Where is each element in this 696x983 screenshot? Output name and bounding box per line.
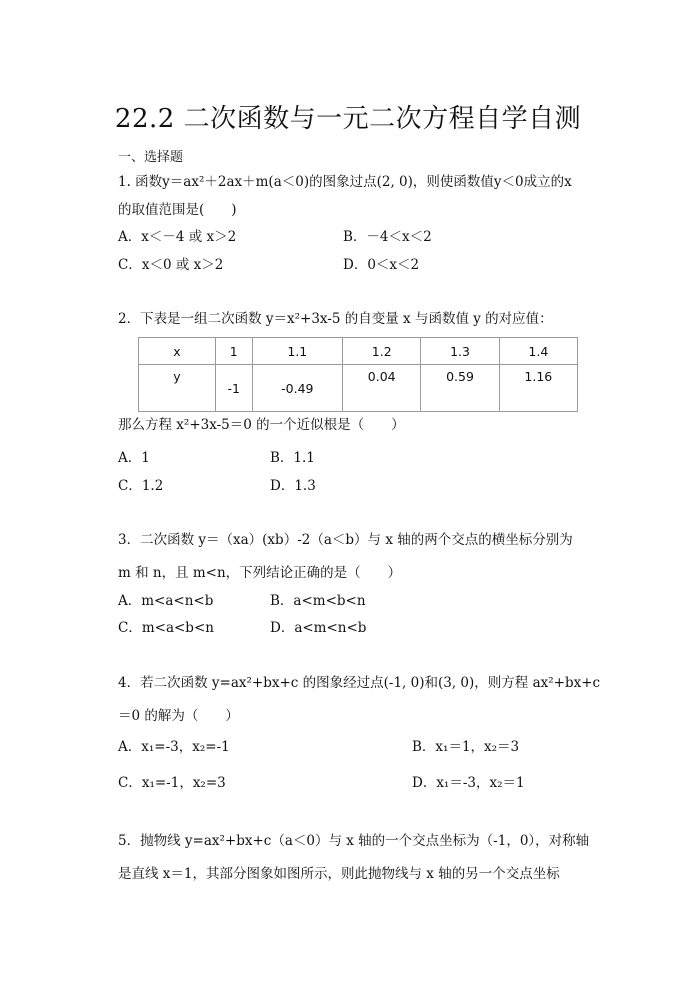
- q1-option-a: A．x＜－4 或 x＞2: [118, 229, 237, 245]
- q2-after: 那么方程 x²+3x-5＝0 的一个近似根是（ ）: [118, 417, 405, 433]
- table-cell: 1.1: [252, 338, 343, 365]
- q4-stem-line1: 4．若二次函数 y=ax²+bx+c 的图象经过点(-1, 0)和(3, 0)，则方程 ax²+bx+c: [118, 675, 601, 691]
- q2-value-table: [138, 337, 578, 412]
- q3-stem-line2: m 和 n，且 m<n，下列结论正确的是（ ）: [118, 565, 402, 581]
- q2-stem: 2．下表是一组二次函数 y＝x²+3x-5 的自变量 x 与函数值 y 的对应值：: [118, 311, 553, 327]
- table-cell: y: [139, 365, 216, 412]
- table-cell: -1: [216, 365, 253, 412]
- q4-option-a: A．x₁=-3，x₂=-1: [118, 739, 230, 755]
- q1-stem-line1: 1. 函数y＝ax²＋2ax＋m(a＜0)的图象过点(2, 0)，则使函数值y＜0成立的x: [118, 174, 572, 190]
- q4-option-b: B．x₁＝1，x₂＝3: [412, 739, 520, 755]
- table-cell: 1.16: [499, 365, 577, 412]
- table-cell: -0.49: [252, 365, 343, 412]
- q3-option-c: C．m<a<b<n: [118, 620, 214, 636]
- q1-option-c: C．x＜0 或 x＞2: [118, 257, 224, 273]
- page-title: 22.2 二次函数与一元二次方程自学自测: [114, 104, 582, 134]
- q2-option-c: C．1.2: [118, 478, 164, 494]
- q3-option-d: D．a<m<n<b: [270, 620, 367, 636]
- table-row-y: [139, 365, 578, 412]
- q2-option-b: B．1.1: [270, 450, 315, 466]
- table-cell: 0.59: [421, 365, 499, 412]
- q4-stem-line2: ＝0 的解为（ ）: [118, 708, 239, 724]
- q4-option-c: C．x₁=-1，x₂=3: [118, 775, 226, 791]
- q3-option-a: A．m<a<n<b: [118, 593, 214, 609]
- table-cell: 1.4: [499, 338, 577, 365]
- table-cell: x: [139, 338, 216, 365]
- table-cell: 0.04: [343, 365, 421, 412]
- q4-option-d: D．x₁＝-3，x₂＝1: [412, 775, 525, 791]
- q1-stem-line2: 的取值范围是( ): [118, 202, 237, 218]
- table-cell: 1.2: [343, 338, 421, 365]
- section-heading: 一、选择题: [118, 150, 184, 165]
- table-row-x: [139, 338, 578, 365]
- q2-option-d: D．1.3: [270, 478, 316, 494]
- table-cell: 1: [216, 338, 253, 365]
- table-cell: 1.3: [421, 338, 499, 365]
- q3-stem-line1: 3．二次函数 y＝（xa）(xb）-2（a＜b）与 x 轴的两个交点的横坐标分别为: [118, 532, 573, 548]
- q5-stem-line1: 5．抛物线 y=ax²+bx+c（a＜0）与 x 轴的一个交点坐标为（-1，0），对称轴: [118, 833, 590, 849]
- q1-option-b: B．－4＜x＜2: [343, 229, 432, 245]
- q2-option-a: A．1: [118, 450, 150, 466]
- q5-stem-line2: 是直线 x＝1，其部分图象如图所示，则此抛物线与 x 轴的另一个交点坐标: [118, 866, 560, 882]
- q1-option-d: D．0＜x＜2: [343, 257, 420, 273]
- q3-option-b: B．a<m<b<n: [270, 593, 366, 609]
